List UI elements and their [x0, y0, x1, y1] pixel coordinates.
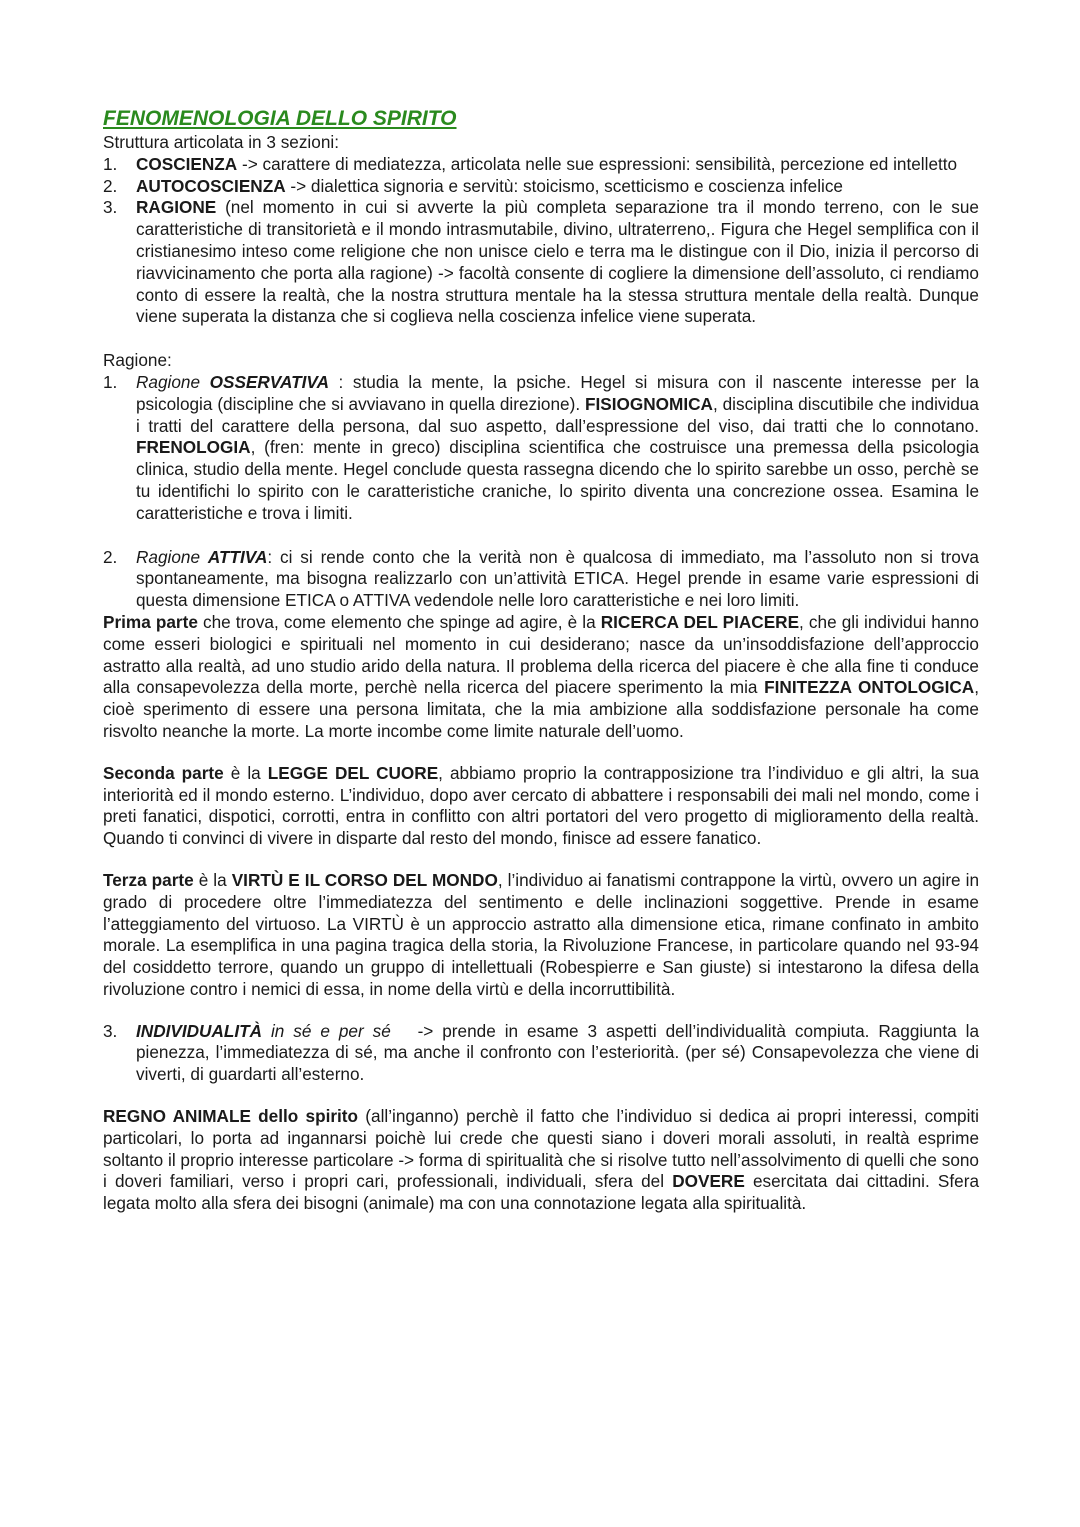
spacer [103, 1001, 979, 1021]
legge-cuore-term: LEGGE DEL CUORE [267, 762, 439, 783]
spacer [103, 1086, 979, 1106]
seconda-text-2: , abbiamo proprio la contrapposizione tra l’individuo e gli altri, la sua interiorità ed il mondo esterno. L’individuo, dopo aver cercato di abbattere i responsabili dei mali nel mondo, come i preti fanatici, dispotici, corrotti, entra in conflitto con altri portatori del vero progetto di miglioramento della realtà. Quando ti convinci di vivere in disparte dal resto del mondo, finisce ad essere fanatico. [103, 762, 979, 849]
osservativa-heading: OSSERVATIVA [209, 371, 329, 392]
regno-animale-heading: REGNO ANIMALE dello spirito [103, 1106, 359, 1127]
terza-text-2: , l’individuo ai fanatismi contrappone la virtù, ovvero un agire in grado di procedere oltre l’immediatezza del sentimento e delle inclinazioni soggettive. Prende in esame l’atteggiamento del virtuoso. La VIRTÙ è un approccio astratto alla dimensione etica, rimane confinato in ambito morale. La esemplifica in una pagina tragica della storia, la Rivoluzione Francese, in particolare quando nel 93-94 del cosiddetto terrore, quando un gruppo di intellettuali (Robespierre e San giuste) si intestarono la difesa della rivoluzione contro i nemici di essa, in nome della virtù e della incorruttibilità. [103, 869, 980, 999]
ricerca-piacere-term: RICERCA DEL PIACERE [600, 611, 800, 632]
seconda-text-1: è la [223, 762, 268, 783]
regno-text-1: (all’inganno) perchè il fatto che l’individuo si dedica ai propri interessi, compiti particolari, lo porta ad ingannarsi poichè lui crede che questi siano i doveri morali assoluti, in realtà esprime soltanto il proprio interesse particolare -> forma di spiritualità che si risolve tutto nell’assolvimento di quelli che sono i doveri familiari, verso i propri cari, professionali, individuali, sfera del [103, 1106, 980, 1192]
sections-list [103, 154, 979, 328]
ragione-osservativa-item [103, 372, 979, 525]
virtu-term: VIRTÙ E IL CORSO DEL MONDO [231, 869, 498, 890]
spacer [103, 743, 979, 763]
section-text: -> carattere di mediatezza, articolata nelle sue espressioni: sensibilità, percezione ed intelletto [237, 153, 958, 174]
spacer [103, 328, 979, 350]
seconda-parte-heading: Seconda parte [103, 762, 224, 783]
prima-text-3: , cioè sperimento di essere una persona limitata, che la mia ambizione alla soddisfazione personale ha come risvolto neanche la morte. La morte incombe come limite naturale dell’uomo. [103, 677, 979, 741]
document-body [103, 107, 984, 1215]
terza-text-1: è la [193, 869, 232, 890]
list-number: 3. [103, 1020, 118, 1041]
osservativa-text-2: , disciplina discutibile che individua i tratti del carattere della persona, dal suo aspetto, dall’espressione del viso, dai tratti che lo connotano. [136, 393, 979, 436]
section-item-autocoscienza [103, 176, 979, 198]
terza-parte-paragraph [103, 870, 979, 1001]
section-heading: RAGIONE [136, 197, 217, 218]
individualita-item [103, 1020, 984, 1086]
section-item-coscienza [103, 154, 979, 176]
regno-text-2: esercitata dai cittadini. Sfera legata molto alla sfera dei bisogni (animale) ma con una connotazione legata alla spiritualità. [103, 1171, 980, 1214]
prima-text-1: che trova, come elemento che spinge ad agire, è la [197, 611, 601, 632]
individualita-italic: in sé e per sé [262, 1020, 391, 1041]
section-heading: AUTOCOSCIENZA [136, 175, 286, 196]
fisiognomica-term: FISIOGNOMICA [584, 393, 713, 414]
individualita-heading: INDIVIDUALITÀ [136, 1020, 263, 1041]
ragione-label: Ragione: [103, 350, 172, 371]
regno-animale-paragraph [103, 1106, 979, 1215]
attiva-heading: ATTIVA [207, 546, 268, 567]
seconda-parte-paragraph [103, 763, 979, 850]
intro-line: Struttura articolata in 3 sezioni: [103, 132, 339, 152]
list-number: 1. [103, 371, 118, 392]
section-text: -> dialettica signoria e servitù: stoicismo, scetticismo e coscienza infelice [285, 175, 843, 196]
prima-text-2: , che gli individui hanno come esseri biologici e spirituali nel momento in cui desiderano; nasce da un’insoddisfazione dell’approccio astratto alla realtà, ad uno studio arido della natura. Il problema della ricerca del piacere è che alla fine ti conduce alla consapevolezza della morte, perchè nella ricerca del piacere sperimento la mia [103, 611, 979, 698]
individualita-text: -> prende in esame 3 aspetti dell’individualità compiuta. Raggiunta la pienezza, l’immediatezza di sé, ma anche il confronto con l’esteriorità. (per sé) Consapevolezza che viene di viverti, di guardarti all’esterno. [136, 1020, 984, 1085]
spacer [103, 850, 979, 870]
section-text: (nel momento in cui si avverte la più completa separazione tra il mondo terreno, con le sue caratteristiche di transitorietà e il mondo intrasmutabile, divino, ultraterreno,. Figura che Hegel semplifica con il cristianesimo inteso come religione che non unisce cielo e terra ma le distingue con il Dio, inizia il percorso di riavvicinamento che porta alla ragione) -> facoltà consente di cogliere la dimensione dell’assoluto, ci rendiamo conto di essere la realtà, che la nostra struttura mentale ha la stessa struttura mentale della realtà. Dunque viene superata la distanza che si coglieva nella coscienza infelice viene superata. [136, 197, 979, 327]
terza-parte-heading: Terza parte [103, 869, 194, 890]
ragione-prefix: Ragione [136, 546, 208, 567]
finitezza-term: FINITEZZA ONTOLOGICA [764, 677, 975, 698]
section-item-ragione [103, 197, 979, 328]
attiva-text: : ci si rende conto che la verità non è qualcosa di immediato, ma l’assoluto non si trova spontaneamente, ma bisogna realizzarlo con un’attività ETICA. Hegel prende in esame varie espressioni di questa dimensione ETICA o ATTIVA vedendole nelle loro caratteristiche e nei loro limiti. [136, 546, 979, 611]
prima-parte-heading: Prima parte [103, 611, 198, 632]
osservativa-text-3: , (fren: mente in greco) disciplina scientifica che costruisce una premessa della psicologia clinica, studio della mente. Hegel conclude questa rassegna dicendo che lo spirito sarebbe un osso, perchè se tu identifichi lo spirito con le caratteristiche craniche, lo spirito diventa una concrezione ossea. Esamina le caratteristiche e trova i limiti. [136, 437, 979, 523]
dovere-term: DOVERE [672, 1171, 745, 1192]
prima-parte-paragraph [103, 612, 979, 743]
section-heading: COSCIENZA [136, 153, 238, 174]
list-number: 2. [103, 546, 118, 567]
frenologia-term: FRENOLOGIA [136, 437, 251, 458]
osservativa-text-1: : studia la mente, la psiche. Hegel si misura con il nascente interesse per la psicologia (discipline che si avviavano in quella direzione). [136, 371, 979, 414]
ragione-list [103, 372, 979, 525]
list-number: 3. [103, 197, 118, 218]
spacer [103, 525, 979, 547]
page-title: FENOMENOLOGIA DELLO SPIRITO [103, 107, 457, 130]
list-number: 2. [103, 175, 118, 196]
ragione-attiva-item [103, 547, 979, 612]
list-number: 1. [103, 153, 118, 174]
individualita-list [103, 1020, 984, 1086]
ragione-prefix: Ragione [136, 371, 210, 392]
ragione-list-2 [103, 547, 979, 612]
